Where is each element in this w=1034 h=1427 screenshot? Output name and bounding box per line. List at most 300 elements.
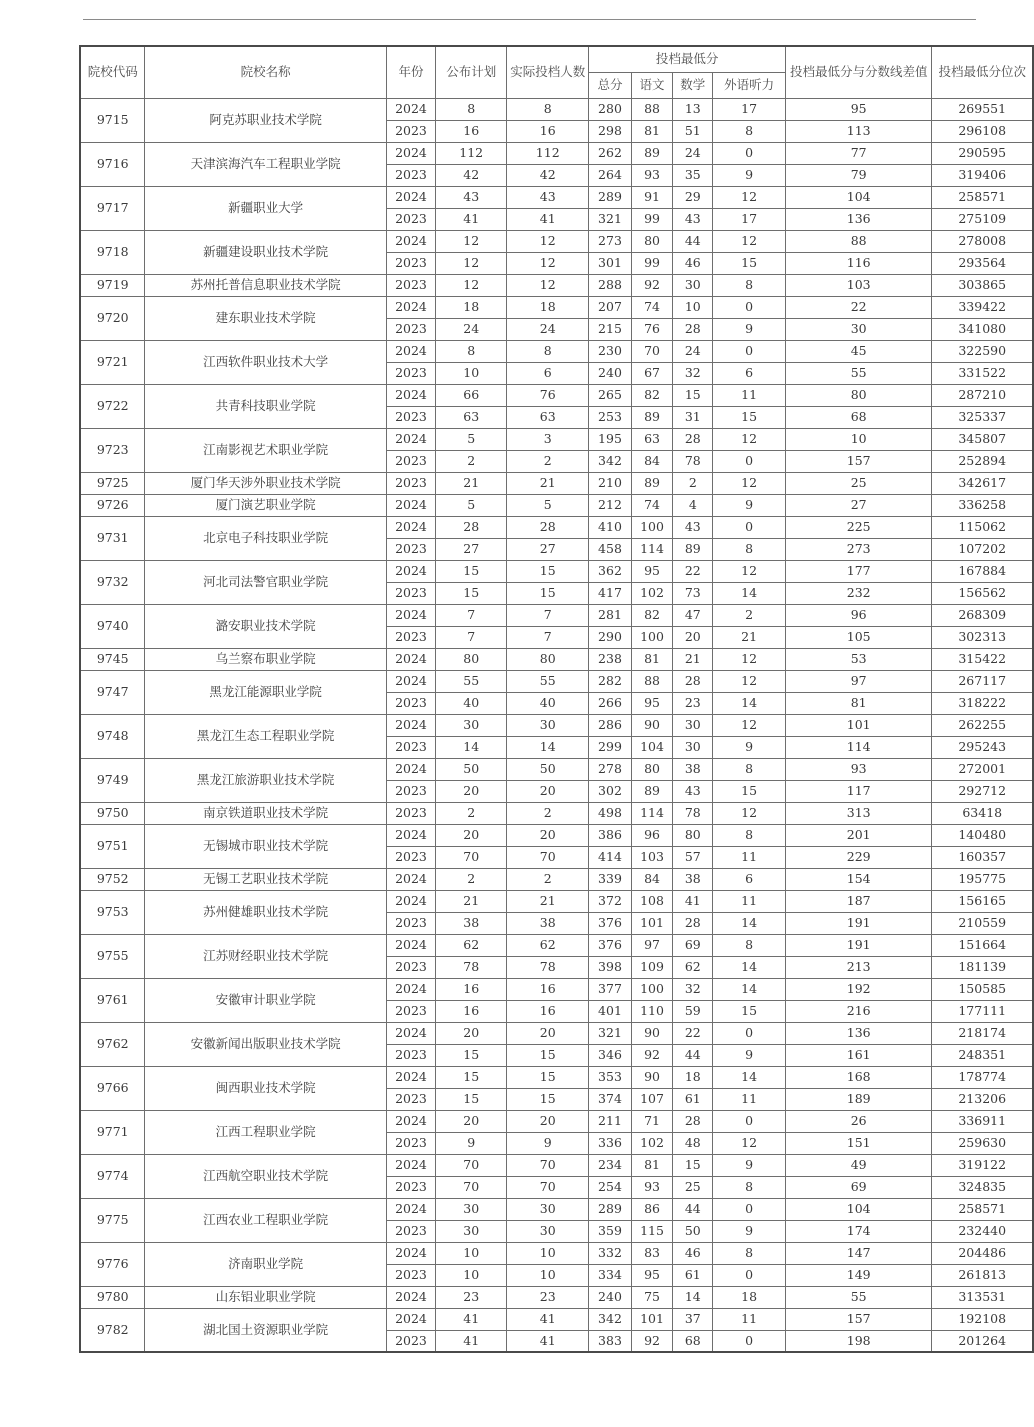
cell-total: 240	[589, 362, 631, 384]
cell-chinese: 114	[631, 802, 673, 824]
cell-plan: 5	[436, 428, 507, 450]
cell-total: 281	[589, 604, 631, 626]
cell-chinese: 92	[631, 1044, 673, 1066]
cell-rank: 325337	[932, 406, 1033, 428]
cell-diff: 201	[785, 824, 932, 846]
cell-year: 2024	[386, 516, 435, 538]
cell-year: 2023	[386, 802, 435, 824]
cell-year: 2024	[386, 98, 435, 120]
cell-total: 362	[589, 560, 631, 582]
cell-listening: 14	[713, 956, 786, 978]
table-row	[80, 1066, 1033, 1088]
cell-math: 28	[673, 428, 713, 450]
cell-diff: 149	[785, 1264, 932, 1286]
table-row	[80, 648, 1033, 670]
cell-plan: 62	[436, 934, 507, 956]
cell-math: 20	[673, 626, 713, 648]
cell-actual: 80	[507, 648, 589, 670]
cell-plan: 12	[436, 252, 507, 274]
school-name: 湖北国土资源职业学院	[145, 1308, 386, 1352]
school-name: 新疆建设职业技术学院	[145, 230, 386, 274]
cell-chinese: 90	[631, 1066, 673, 1088]
school-name: 苏州健雄职业技术学院	[145, 890, 386, 934]
cell-chinese: 91	[631, 186, 673, 208]
cell-chinese: 92	[631, 274, 673, 296]
cell-year: 2023	[386, 1044, 435, 1066]
cell-chinese: 76	[631, 318, 673, 340]
cell-chinese: 88	[631, 98, 673, 120]
cell-chinese: 89	[631, 472, 673, 494]
cell-year: 2023	[386, 1088, 435, 1110]
cell-listening: 17	[713, 98, 786, 120]
cell-total: 376	[589, 934, 631, 956]
cell-total: 321	[589, 1022, 631, 1044]
school-code: 9762	[80, 1022, 145, 1066]
table-row	[80, 142, 1033, 164]
cell-total: 299	[589, 736, 631, 758]
cell-actual: 20	[507, 1110, 589, 1132]
cell-chinese: 95	[631, 560, 673, 582]
cell-diff: 191	[785, 912, 932, 934]
cell-rank: 331522	[932, 362, 1033, 384]
table-body	[80, 98, 1033, 1352]
cell-rank: 210559	[932, 912, 1033, 934]
cell-year: 2023	[386, 1330, 435, 1352]
cell-total: 342	[589, 450, 631, 472]
cell-chinese: 93	[631, 164, 673, 186]
cell-listening: 12	[713, 428, 786, 450]
cell-listening: 0	[713, 1110, 786, 1132]
cell-listening: 0	[713, 1198, 786, 1220]
school-code: 9731	[80, 516, 145, 560]
cell-rank: 201264	[932, 1330, 1033, 1352]
cell-diff: 113	[785, 120, 932, 142]
cell-year: 2023	[386, 1132, 435, 1154]
cell-chinese: 81	[631, 1154, 673, 1176]
table-row	[80, 604, 1033, 626]
table-row	[80, 824, 1033, 846]
cell-listening: 0	[713, 1330, 786, 1352]
cell-math: 78	[673, 802, 713, 824]
cell-diff: 95	[785, 98, 932, 120]
cell-diff: 174	[785, 1220, 932, 1242]
cell-total: 339	[589, 868, 631, 890]
cell-chinese: 104	[631, 736, 673, 758]
school-name: 苏州托普信息职业技术学院	[145, 274, 386, 296]
cell-math: 28	[673, 912, 713, 934]
school-name: 江西工程职业学院	[145, 1110, 386, 1154]
school-code: 9717	[80, 186, 145, 230]
cell-diff: 104	[785, 1198, 932, 1220]
cell-diff: 81	[785, 692, 932, 714]
cell-year: 2024	[386, 978, 435, 1000]
cell-diff: 10	[785, 428, 932, 450]
cell-actual: 42	[507, 164, 589, 186]
cell-diff: 232	[785, 582, 932, 604]
cell-year: 2023	[386, 582, 435, 604]
school-name: 河北司法警官职业学院	[145, 560, 386, 604]
cell-plan: 43	[436, 186, 507, 208]
cell-plan: 63	[436, 406, 507, 428]
cell-listening: 12	[713, 802, 786, 824]
cell-actual: 20	[507, 824, 589, 846]
cell-total: 417	[589, 582, 631, 604]
cell-listening: 2	[713, 604, 786, 626]
school-code: 9753	[80, 890, 145, 934]
cell-plan: 41	[436, 1330, 507, 1352]
cell-year: 2023	[386, 318, 435, 340]
school-name: 江苏财经职业技术学院	[145, 934, 386, 978]
cell-actual: 20	[507, 1022, 589, 1044]
cell-listening: 12	[713, 230, 786, 252]
cell-actual: 30	[507, 714, 589, 736]
cell-math: 30	[673, 274, 713, 296]
cell-actual: 16	[507, 978, 589, 1000]
cell-plan: 15	[436, 1044, 507, 1066]
cell-total: 286	[589, 714, 631, 736]
cell-rank: 296108	[932, 120, 1033, 142]
table-row	[80, 472, 1033, 494]
cell-listening: 11	[713, 846, 786, 868]
cell-total: 207	[589, 296, 631, 318]
cell-total: 280	[589, 98, 631, 120]
cell-chinese: 95	[631, 1264, 673, 1286]
cell-chinese: 89	[631, 780, 673, 802]
cell-chinese: 84	[631, 450, 673, 472]
cell-listening: 9	[713, 1044, 786, 1066]
cell-plan: 8	[436, 98, 507, 120]
cell-diff: 116	[785, 252, 932, 274]
cell-chinese: 96	[631, 824, 673, 846]
cell-listening: 15	[713, 406, 786, 428]
cell-rank: 295243	[932, 736, 1033, 758]
cell-actual: 24	[507, 318, 589, 340]
cell-plan: 12	[436, 274, 507, 296]
cell-year: 2023	[386, 274, 435, 296]
cell-math: 24	[673, 142, 713, 164]
cell-listening: 15	[713, 1000, 786, 1022]
cell-rank: 324835	[932, 1176, 1033, 1198]
cell-year: 2024	[386, 230, 435, 252]
cell-chinese: 99	[631, 208, 673, 230]
school-name: 潞安职业技术学院	[145, 604, 386, 648]
table-row	[80, 868, 1033, 890]
school-code: 9780	[80, 1286, 145, 1308]
cell-year: 2023	[386, 626, 435, 648]
cell-math: 61	[673, 1264, 713, 1286]
cell-chinese: 75	[631, 1286, 673, 1308]
cell-diff: 30	[785, 318, 932, 340]
cell-chinese: 102	[631, 582, 673, 604]
cell-math: 31	[673, 406, 713, 428]
school-code: 9726	[80, 494, 145, 516]
header-plan: 公布计划	[436, 46, 507, 98]
cell-rank: 268309	[932, 604, 1033, 626]
cell-math: 41	[673, 890, 713, 912]
cell-actual: 15	[507, 1088, 589, 1110]
cell-listening: 15	[713, 252, 786, 274]
cell-year: 2023	[386, 472, 435, 494]
cell-chinese: 88	[631, 670, 673, 692]
table-row	[80, 670, 1033, 692]
cell-year: 2023	[386, 912, 435, 934]
cell-plan: 16	[436, 978, 507, 1000]
table-row	[80, 1308, 1033, 1330]
school-name: 建东职业技术学院	[145, 296, 386, 340]
cell-actual: 15	[507, 1066, 589, 1088]
cell-plan: 112	[436, 142, 507, 164]
cell-year: 2024	[386, 758, 435, 780]
cell-rank: 292712	[932, 780, 1033, 802]
cell-rank: 287210	[932, 384, 1033, 406]
cell-rank: 178774	[932, 1066, 1033, 1088]
cell-listening: 21	[713, 626, 786, 648]
cell-chinese: 93	[631, 1176, 673, 1198]
cell-diff: 198	[785, 1330, 932, 1352]
cell-math: 2	[673, 472, 713, 494]
cell-diff: 80	[785, 384, 932, 406]
cell-plan: 2	[436, 450, 507, 472]
cell-diff: 136	[785, 1022, 932, 1044]
cell-diff: 117	[785, 780, 932, 802]
school-code: 9719	[80, 274, 145, 296]
cell-listening: 8	[713, 758, 786, 780]
cell-diff: 103	[785, 274, 932, 296]
cell-actual: 70	[507, 1154, 589, 1176]
cell-rank: 293564	[932, 252, 1033, 274]
cell-year: 2024	[386, 142, 435, 164]
cell-total: 266	[589, 692, 631, 714]
cell-math: 10	[673, 296, 713, 318]
cell-plan: 23	[436, 1286, 507, 1308]
cell-listening: 17	[713, 208, 786, 230]
cell-diff: 104	[785, 186, 932, 208]
cell-chinese: 100	[631, 978, 673, 1000]
cell-actual: 7	[507, 604, 589, 626]
cell-total: 195	[589, 428, 631, 450]
cell-actual: 21	[507, 472, 589, 494]
header-actual: 实际投档人数	[507, 46, 589, 98]
cell-year: 2023	[386, 1264, 435, 1286]
cell-math: 4	[673, 494, 713, 516]
cell-total: 282	[589, 670, 631, 692]
cell-diff: 79	[785, 164, 932, 186]
header-rank: 投档最低分位次	[932, 46, 1033, 98]
cell-chinese: 67	[631, 362, 673, 384]
school-name: 黑龙江生态工程职业学院	[145, 714, 386, 758]
school-code: 9723	[80, 428, 145, 472]
cell-chinese: 86	[631, 1198, 673, 1220]
cell-year: 2023	[386, 406, 435, 428]
cell-diff: 22	[785, 296, 932, 318]
school-name: 天津滨海汽车工程职业学院	[145, 142, 386, 186]
cell-plan: 30	[436, 1220, 507, 1242]
cell-rank: 156165	[932, 890, 1033, 912]
cell-total: 359	[589, 1220, 631, 1242]
table-row	[80, 428, 1033, 450]
school-name: 江南影视艺术职业学院	[145, 428, 386, 472]
cell-diff: 147	[785, 1242, 932, 1264]
cell-rank: 313531	[932, 1286, 1033, 1308]
cell-chinese: 90	[631, 714, 673, 736]
cell-plan: 10	[436, 1242, 507, 1264]
cell-actual: 63	[507, 406, 589, 428]
cell-math: 43	[673, 516, 713, 538]
cell-rank: 290595	[932, 142, 1033, 164]
cell-rank: 303865	[932, 274, 1033, 296]
cell-listening: 12	[713, 560, 786, 582]
table-row	[80, 1286, 1033, 1308]
admission-score-table	[79, 45, 1034, 1353]
school-code: 9774	[80, 1154, 145, 1198]
cell-rank: 160357	[932, 846, 1033, 868]
cell-rank: 213206	[932, 1088, 1033, 1110]
cell-diff: 105	[785, 626, 932, 648]
table-row	[80, 560, 1033, 582]
cell-total: 234	[589, 1154, 631, 1176]
cell-year: 2024	[386, 1286, 435, 1308]
cell-diff: 114	[785, 736, 932, 758]
cell-actual: 23	[507, 1286, 589, 1308]
cell-total: 332	[589, 1242, 631, 1264]
cell-chinese: 83	[631, 1242, 673, 1264]
cell-actual: 15	[507, 1044, 589, 1066]
cell-actual: 18	[507, 296, 589, 318]
cell-total: 401	[589, 1000, 631, 1022]
table-row	[80, 516, 1033, 538]
cell-math: 44	[673, 1198, 713, 1220]
cell-actual: 40	[507, 692, 589, 714]
header-name: 院校名称	[145, 46, 386, 98]
cell-rank: 115062	[932, 516, 1033, 538]
cell-diff: 192	[785, 978, 932, 1000]
cell-plan: 70	[436, 846, 507, 868]
cell-math: 80	[673, 824, 713, 846]
cell-year: 2024	[386, 560, 435, 582]
cell-chinese: 80	[631, 230, 673, 252]
cell-rank: 275109	[932, 208, 1033, 230]
cell-year: 2023	[386, 538, 435, 560]
school-code: 9766	[80, 1066, 145, 1110]
cell-actual: 41	[507, 1330, 589, 1352]
cell-math: 78	[673, 450, 713, 472]
school-name: 乌兰察布职业学院	[145, 648, 386, 670]
cell-listening: 0	[713, 516, 786, 538]
school-code: 9749	[80, 758, 145, 802]
cell-chinese: 63	[631, 428, 673, 450]
cell-chinese: 102	[631, 1132, 673, 1154]
cell-year: 2023	[386, 208, 435, 230]
cell-plan: 30	[436, 1198, 507, 1220]
cell-total: 265	[589, 384, 631, 406]
cell-listening: 14	[713, 582, 786, 604]
cell-math: 32	[673, 978, 713, 1000]
cell-total: 238	[589, 648, 631, 670]
cell-year: 2024	[386, 1154, 435, 1176]
cell-total: 254	[589, 1176, 631, 1198]
cell-diff: 187	[785, 890, 932, 912]
cell-total: 321	[589, 208, 631, 230]
cell-math: 28	[673, 1110, 713, 1132]
cell-chinese: 95	[631, 692, 673, 714]
cell-total: 346	[589, 1044, 631, 1066]
school-code: 9761	[80, 978, 145, 1022]
cell-listening: 12	[713, 1132, 786, 1154]
cell-actual: 43	[507, 186, 589, 208]
cell-total: 288	[589, 274, 631, 296]
cell-rank: 63418	[932, 802, 1033, 824]
table-row	[80, 890, 1033, 912]
cell-diff: 45	[785, 340, 932, 362]
cell-total: 377	[589, 978, 631, 1000]
cell-year: 2024	[386, 824, 435, 846]
school-name: 新疆职业大学	[145, 186, 386, 230]
school-name: 南京铁道职业技术学院	[145, 802, 386, 824]
cell-total: 383	[589, 1330, 631, 1352]
cell-listening: 0	[713, 296, 786, 318]
cell-year: 2024	[386, 670, 435, 692]
cell-year: 2024	[386, 868, 435, 890]
cell-plan: 27	[436, 538, 507, 560]
cell-math: 73	[673, 582, 713, 604]
cell-listening: 11	[713, 1088, 786, 1110]
cell-listening: 6	[713, 868, 786, 890]
cell-plan: 40	[436, 692, 507, 714]
cell-diff: 273	[785, 538, 932, 560]
cell-math: 50	[673, 1220, 713, 1242]
cell-diff: 225	[785, 516, 932, 538]
cell-math: 15	[673, 384, 713, 406]
table-row	[80, 978, 1033, 1000]
cell-math: 44	[673, 1044, 713, 1066]
cell-math: 44	[673, 230, 713, 252]
cell-year: 2023	[386, 956, 435, 978]
cell-rank: 319122	[932, 1154, 1033, 1176]
cell-actual: 12	[507, 252, 589, 274]
cell-total: 498	[589, 802, 631, 824]
school-name: 黑龙江旅游职业技术学院	[145, 758, 386, 802]
cell-rank: 248351	[932, 1044, 1033, 1066]
cell-total: 302	[589, 780, 631, 802]
cell-math: 15	[673, 1154, 713, 1176]
table-row	[80, 98, 1033, 120]
cell-diff: 191	[785, 934, 932, 956]
cell-math: 47	[673, 604, 713, 626]
cell-rank: 339422	[932, 296, 1033, 318]
cell-rank: 336911	[932, 1110, 1033, 1132]
cell-year: 2023	[386, 164, 435, 186]
cell-math: 21	[673, 648, 713, 670]
cell-total: 342	[589, 1308, 631, 1330]
cell-actual: 8	[507, 98, 589, 120]
cell-diff: 101	[785, 714, 932, 736]
cell-chinese: 89	[631, 142, 673, 164]
table-row	[80, 230, 1033, 252]
cell-year: 2024	[386, 934, 435, 956]
cell-total: 298	[589, 120, 631, 142]
cell-rank: 278008	[932, 230, 1033, 252]
cell-actual: 12	[507, 274, 589, 296]
school-name: 北京电子科技职业学院	[145, 516, 386, 560]
cell-actual: 41	[507, 208, 589, 230]
cell-total: 212	[589, 494, 631, 516]
cell-diff: 25	[785, 472, 932, 494]
cell-total: 301	[589, 252, 631, 274]
cell-math: 43	[673, 780, 713, 802]
cell-actual: 16	[507, 1000, 589, 1022]
cell-actual: 7	[507, 626, 589, 648]
cell-listening: 0	[713, 1264, 786, 1286]
